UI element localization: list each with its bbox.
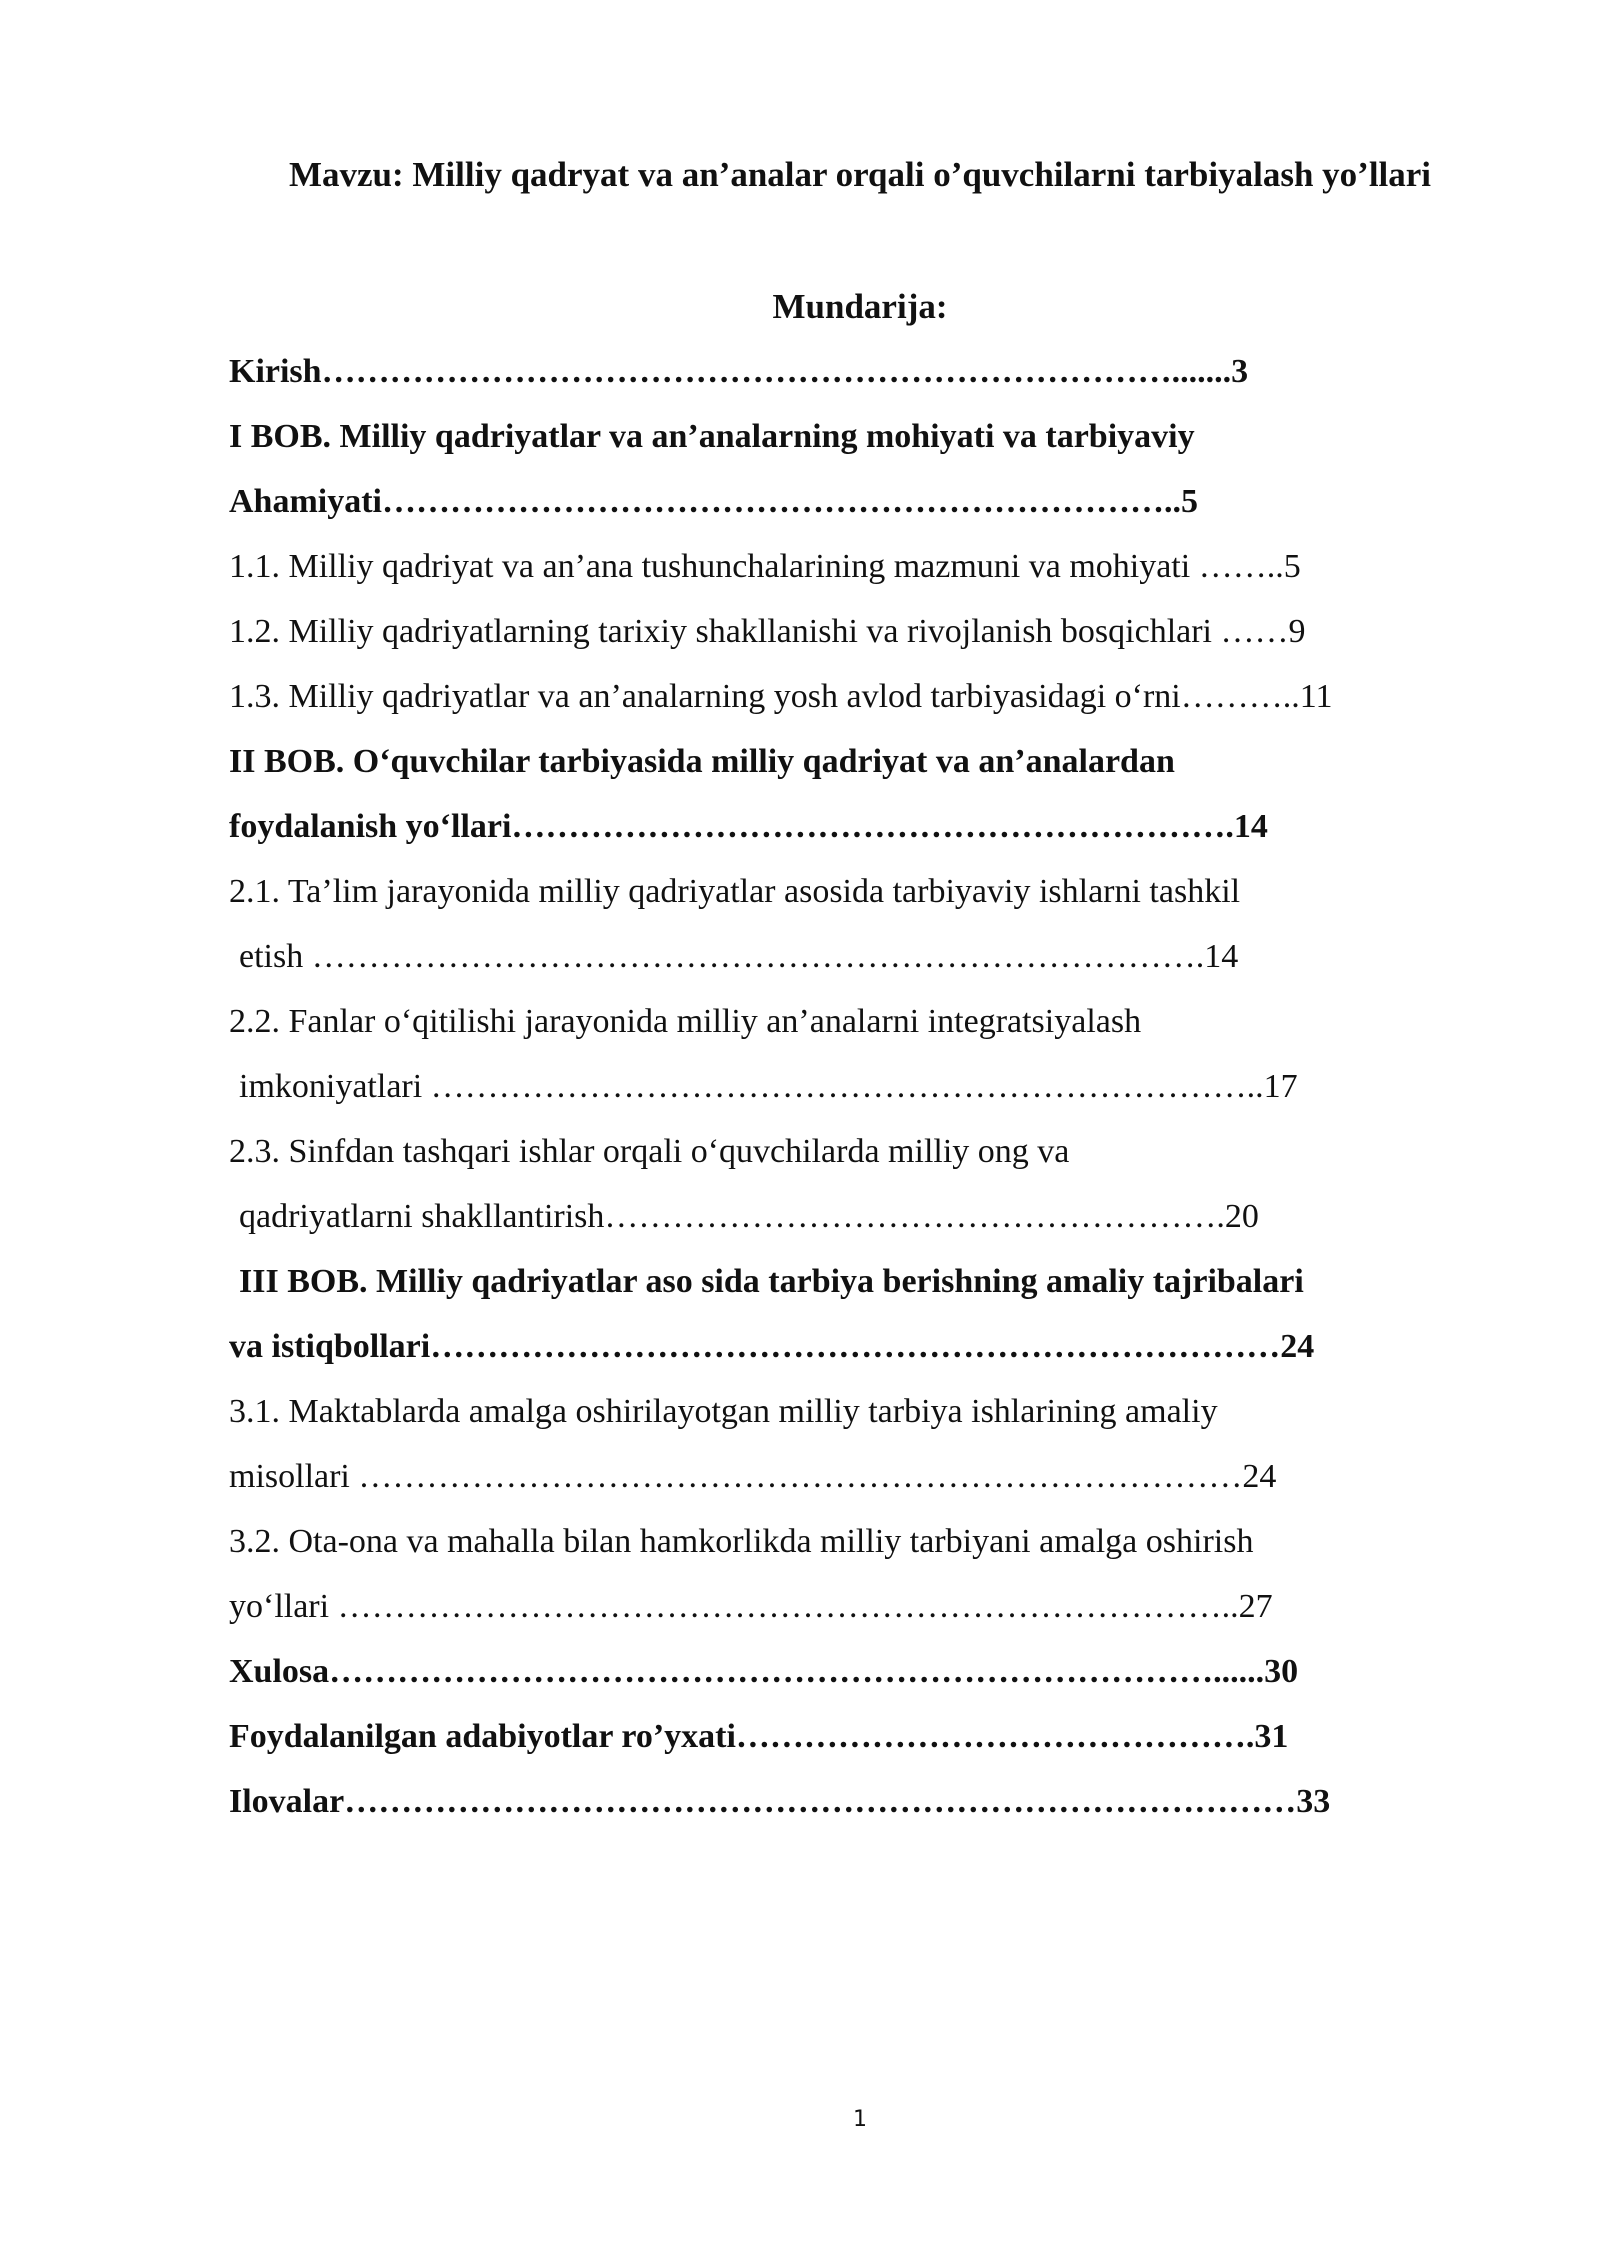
page-number: 1: [853, 2107, 867, 2132]
toc-entry-2-3: 2.3. Sinfdan tashqari ishlar orqali oʻquvchilarda milliy ong va: [229, 1133, 1070, 1170]
toc-entry-2-2-continued: imkoniyatlari ………………………………………………………………..17: [239, 1068, 1298, 1105]
toc-entry-2-1-continued: etish …………………………………………………………………….14: [239, 938, 1239, 975]
toc-entry-2-2: 2.2. Fanlar oʻqitilishi jarayonida milliy an’analarni integratsiyalash: [229, 1003, 1142, 1040]
toc-entry-1-1: 1.1. Milliy qadriyat va an’ana tushunchalarining mazmuni va mohiyati ……..5: [229, 548, 1301, 585]
toc-entry-3-1: 3.1. Maktablarda amalga oshirilayotgan milliy tarbiya ishlarining amaliy: [229, 1393, 1218, 1430]
toc-entry-chapter-3-continued: va istiqbollari…………………………………………………………………24: [229, 1328, 1315, 1365]
document-topic: Mavzu: Milliy qadryat va an’analar orqali o’quvchilarni tarbiyalash yo’llari: [288, 155, 1432, 194]
toc-entry-appendices: Ilovalar…………………………………………………………………………33: [229, 1783, 1331, 1820]
toc-entry-1-2: 1.2. Milliy qadriyatlarning tarixiy shakllanishi va rivojlanish bosqichlari ……9: [229, 613, 1306, 650]
toc-entry-introduction: Kirish………………………………………………………………….......3: [229, 353, 1249, 390]
toc-entry-3-1-continued: misollari ……………………………………………………………………24: [229, 1458, 1277, 1495]
toc-entry-chapter-3: III BOB. Milliy qadriyatlar aso sida tarbiya berishning amaliy tajribalari: [239, 1263, 1304, 1300]
toc-entry-3-2-continued: yoʻllari ……………………………………………………………………..27: [229, 1588, 1273, 1625]
toc-entry-conclusion: Xulosa……………………………………………………………………......30: [229, 1653, 1299, 1690]
toc-entry-references: Foydalanilgan adabiyotlar ro’yxati……………………………………….31: [229, 1718, 1289, 1755]
table-of-contents: [229, 345, 1529, 1840]
toc-entry-3-2: 3.2. Ota-ona va mahalla bilan hamkorlikda milliy tarbiyani amalga oshirish: [229, 1523, 1254, 1560]
toc-entry-2-3-continued: qadriyatlarni shakllantirish……………………………………………….20: [239, 1198, 1259, 1235]
toc-entry-chapter-2-continued: foydalanish yoʻllari……………………………………………………….14: [229, 808, 1268, 845]
toc-entry-1-3: 1.3. Milliy qadriyatlar va an’analarning yosh avlod tarbiyasidagi oʻrni………..11: [229, 678, 1333, 715]
toc-heading: Mundarija:: [772, 287, 948, 326]
toc-entry-2-1: 2.1. Ta’lim jarayonida milliy qadriyatlar asosida tarbiyaviy ishlarni tashkil: [229, 873, 1241, 910]
toc-entry-chapter-2: II BOB. Oʻquvchilar tarbiyasida milliy qadriyat va an’analardan: [229, 743, 1175, 780]
toc-entry-chapter-1: I BOB. Milliy qadriyatlar va an’analarning mohiyati va tarbiyaviy: [229, 418, 1195, 455]
toc-entry-chapter-1-continued: Ahamiyati……………………………………………………………..5: [229, 483, 1198, 520]
